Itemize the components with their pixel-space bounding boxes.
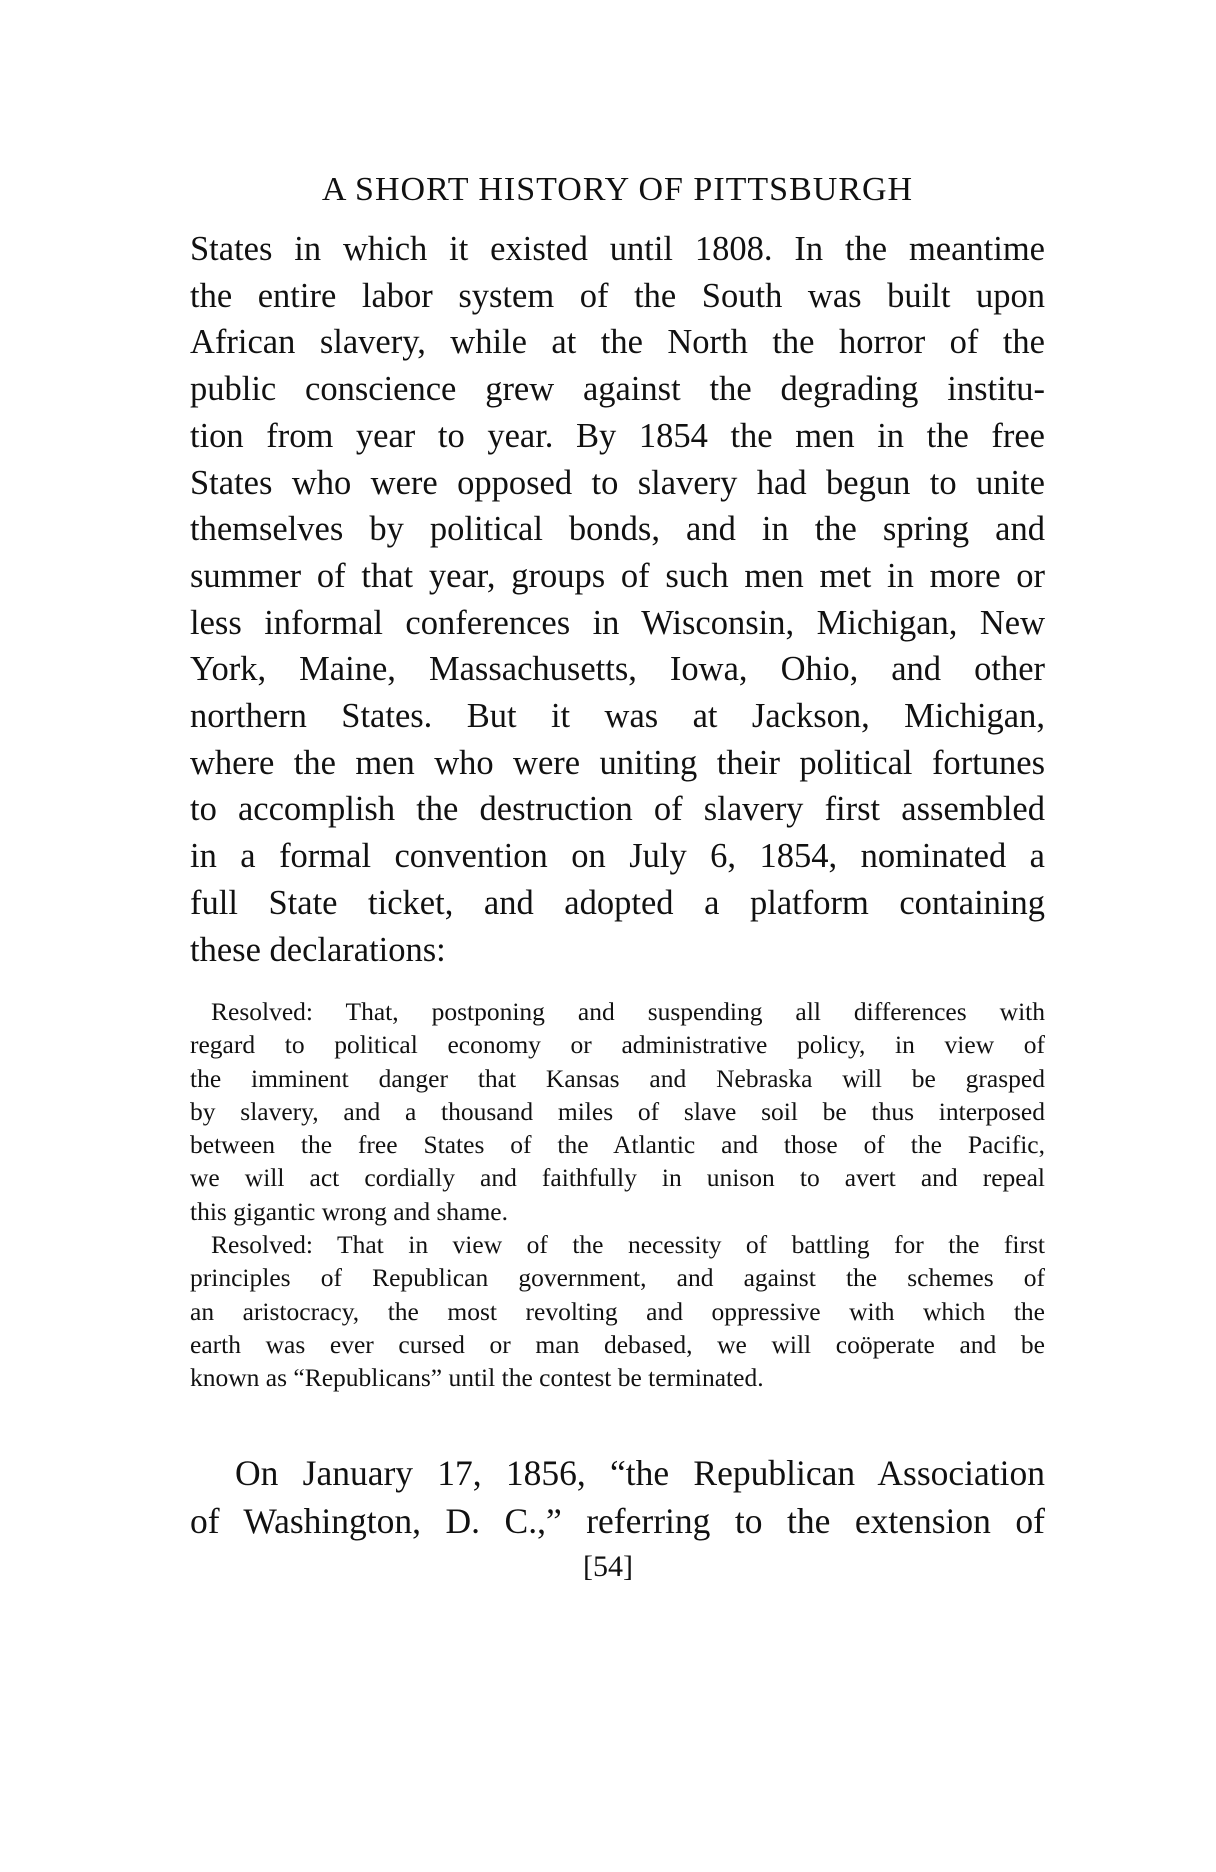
body-line: these declarations: bbox=[190, 930, 446, 969]
body-line: States who were opposed to slavery had begun to unite bbox=[190, 463, 1045, 502]
quote-line: earth was ever cursed or man debased, we will coöperate and be bbox=[190, 1329, 1045, 1359]
running-head: A SHORT HISTORY OF PITTSBURGH bbox=[321, 171, 914, 208]
body-line: northern States. But it was at Jackson, Michigan, bbox=[190, 697, 1045, 736]
body-line: summer of that year, groups of such men met in more or bbox=[190, 556, 1045, 595]
body-line: in a formal convention on July 6, 1854, nominated a bbox=[190, 837, 1045, 876]
body-line: of Washington, D. C.,” referring to the extension of bbox=[190, 1501, 1045, 1541]
body-line: African slavery, while at the North the horror of the bbox=[190, 323, 1045, 362]
body-line: to accomplish the destruction of slavery first assembled bbox=[190, 790, 1045, 829]
quote-line: the imminent danger that Kansas and Nebraska will be grasped bbox=[190, 1063, 1045, 1093]
quote-line: we will act cordially and faithfully in unison to avert and repeal bbox=[190, 1163, 1045, 1193]
quote-line: between the free States of the Atlantic and those of the Pacific, bbox=[190, 1130, 1045, 1160]
quote-line: Resolved: That, postponing and suspending all differences with bbox=[211, 997, 1045, 1026]
quote-line: known as “Republicans” until the contest be terminated. bbox=[190, 1363, 764, 1393]
quote-line: Resolved: That in view of the necessity of battling for the first bbox=[211, 1230, 1045, 1260]
body-line: less informal conferences in Wisconsin, Michigan, New bbox=[190, 603, 1045, 642]
body-line: the entire labor system of the South was built upon bbox=[190, 276, 1045, 315]
quote-line: regard to political economy or administrative policy, in view of bbox=[190, 1030, 1045, 1060]
closing-paragraph bbox=[190, 1449, 1045, 1545]
body-line: States in which it existed until 1808. In the meantime bbox=[190, 230, 1045, 268]
quote-line: by slavery, and a thousand miles of slave soil be thus interposed bbox=[190, 1096, 1045, 1126]
body-line: public conscience grew against the degrading institu- bbox=[190, 370, 1045, 409]
body-line: tion from year to year. By 1854 the men in the free bbox=[190, 416, 1045, 455]
body-line: themselves by political bonds, and in the spring and bbox=[190, 510, 1045, 549]
quote-line: principles of Republican government, and against the schemes of bbox=[190, 1263, 1045, 1293]
body-line: full State ticket, and adopted a platform containing bbox=[190, 883, 1045, 922]
body-paragraph bbox=[190, 226, 1045, 973]
block-quote bbox=[190, 995, 1045, 1395]
page-number: [54] bbox=[583, 1550, 633, 1583]
body-line: On January 17, 1856, “the Republican Association bbox=[235, 1453, 1045, 1493]
body-line: York, Maine, Massachusetts, Iowa, Ohio, and other bbox=[190, 650, 1045, 689]
quote-line: an aristocracy, the most revolting and oppressive with which the bbox=[190, 1296, 1045, 1326]
quote-line: this gigantic wrong and shame. bbox=[190, 1196, 508, 1226]
body-line: where the men who were uniting their political fortunes bbox=[190, 743, 1045, 782]
